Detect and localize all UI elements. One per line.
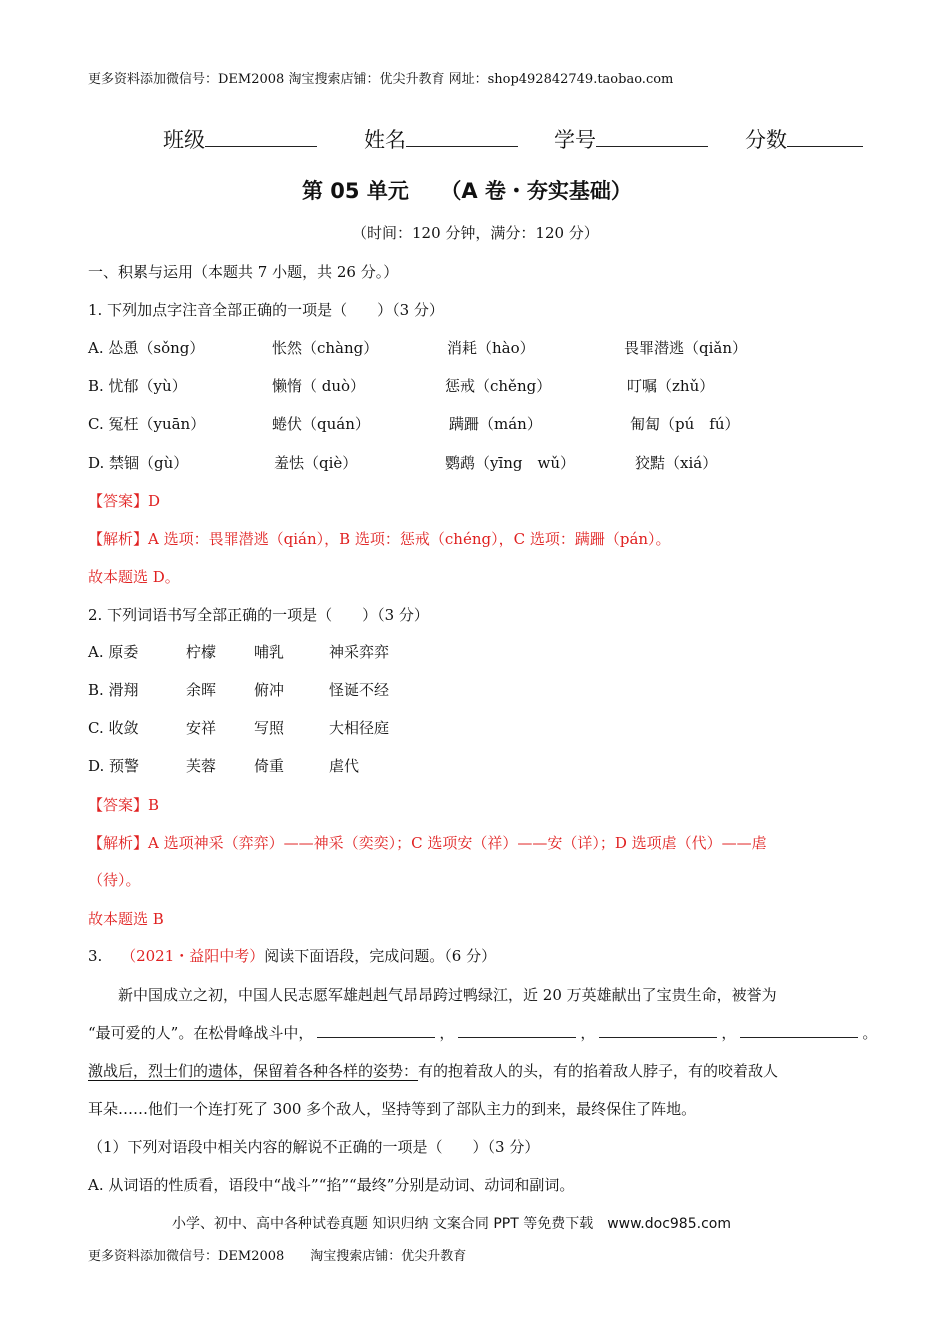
class-blank	[205, 128, 317, 147]
q2-option-b-4: 怪诞不经	[329, 681, 390, 699]
q2-conclusion: 故本题选 B	[88, 910, 164, 928]
footer-wechat: 更多资料添加微信号：DEM2008 淘宝搜索店铺：优尖升教育	[88, 1249, 467, 1264]
page-subtitle: （时间：120 分钟，满分：120 分）	[352, 224, 599, 242]
number-label: 学号	[554, 128, 596, 152]
q2-analysis-line2: （待）。	[88, 871, 141, 889]
number-blank	[596, 128, 708, 147]
score-field	[745, 124, 863, 154]
fill-blank-1[interactable]	[317, 1023, 435, 1038]
q2-option-d-3: 倚重	[254, 757, 285, 775]
q2-stem: 2. 下列词语书写全部正确的一项是（ ）（3 分）	[88, 606, 429, 624]
q3-sub1-option-a: A. 从词语的性质看，语段中“战斗”“掐”“最终”分别是动词、动词和副词。	[88, 1176, 575, 1194]
q2-option-a-2: 柠檬	[186, 643, 217, 661]
q1-option-d-2: 羞怯（qiè）	[274, 454, 358, 472]
q2-option-a-3: 哺乳	[254, 643, 285, 661]
q2-answer: 【答案】B	[88, 796, 160, 814]
q3-subquestion-1: （1）下列对语段中相关内容的解说不正确的一项是（ ）（3 分）	[88, 1138, 540, 1156]
q1-option-c-3: 蹒跚（mán）	[449, 415, 542, 433]
q2-option-d-2: 芙蓉	[186, 757, 217, 775]
q2-option-c-2: 安祥	[186, 719, 217, 737]
fill-blank-3[interactable]	[599, 1023, 717, 1038]
q1-option-c-2: 蜷伏（quán）	[272, 415, 370, 433]
q1-option-b-1: B. 忧郁（yù）	[88, 377, 187, 395]
q2-option-a-1: A. 原委	[88, 643, 139, 661]
underlined-phrase: 激战后，烈士们的遗体，保留着各种各样的姿势：	[88, 1062, 419, 1080]
q1-option-b-4: 叮嘱（zhǔ）	[627, 377, 715, 395]
fill-blank-4[interactable]	[740, 1023, 858, 1038]
q3-paragraph-line3-rest: 有的抱着敌人的头，有的掐着敌人脖子，有的咬着敌人	[418, 1062, 779, 1080]
q3-paragraph-line4: 耳朵……他们一个连打死了 300 多个敌人，坚持等到了部队主力的到来，最终保住了阵地。	[88, 1100, 697, 1118]
q3-instruction: 阅读下面语段，完成问题。（6 分）	[264, 947, 497, 965]
q1-option-b-3: 惩戒（chěng）	[445, 377, 552, 395]
q1-option-d-3: 鹦鹉（yīng wǔ）	[445, 454, 576, 472]
q2-option-b-1: B. 滑翔	[88, 681, 139, 699]
q1-option-a-3: 消耗（hào）	[447, 339, 535, 357]
q2-option-b-3: 俯冲	[254, 681, 285, 699]
footer-promo: 小学、初中、高中各种试卷真题 知识归纳 文案合同 PPT 等免费下载 www.doc985.com	[172, 1216, 731, 1232]
header-text: 更多资料添加微信号：DEM2008 淘宝搜索店铺：优尖升教育 网址：shop492842749.taobao.com	[88, 72, 674, 87]
q1-option-a-4: 畏罪潜逃（qiǎn）	[624, 339, 748, 357]
q3-stem	[88, 945, 496, 966]
q3-paragraph-line2-end: 。	[862, 1024, 878, 1042]
q1-option-b-2: 懒惰（ duò）	[272, 377, 366, 395]
q2-option-d-1: D. 预警	[88, 757, 140, 775]
class-field	[163, 124, 317, 154]
q3-paragraph-line3	[88, 1060, 778, 1081]
score-blank	[787, 128, 863, 147]
q1-option-a-2: 怅然（chàng）	[272, 339, 379, 357]
q2-option-c-3: 写照	[254, 719, 285, 737]
q1-option-d-4: 狡黠（xiá）	[635, 454, 718, 472]
q1-option-a-1: A. 怂恿（sǒng）	[88, 339, 205, 357]
name-label: 姓名	[364, 128, 406, 152]
q3-paragraph-line2-text: “最可爱的人”。在松骨峰战斗中，	[88, 1024, 314, 1042]
q3-paragraph-line2: “最可爱的人”。在松骨峰战斗中， ， ， ， 。	[88, 1024, 878, 1042]
q1-answer: 【答案】D	[88, 492, 161, 510]
q2-analysis-line1: 【解析】A 选项神采（弈弈）——神采（奕奕）；C 选项安（祥）——安（详）；D 选项虐（代）——虐	[88, 834, 767, 852]
q2-option-c-4: 大相径庭	[329, 719, 390, 737]
q2-option-c-1: C. 收敛	[88, 719, 139, 737]
q1-option-c-4: 匍匐（pú fú）	[630, 415, 740, 433]
q2-option-d-4: 虐代	[329, 757, 360, 775]
q1-option-d-1: D. 禁锢（gù）	[88, 454, 189, 472]
class-label: 班级	[163, 128, 205, 152]
q2-option-b-2: 余晖	[186, 681, 217, 699]
number-field	[554, 124, 708, 154]
q3-source: （2021・益阳中考）	[121, 947, 265, 965]
fill-blank-2[interactable]	[458, 1023, 576, 1038]
name-field	[364, 124, 518, 154]
q3-paragraph-line1: 新中国成立之初，中国人民志愿军雄赳赳气昂昂跨过鸭绿江，近 20 万英雄献出了宝贵生命，被誉为	[118, 986, 777, 1004]
q2-option-a-4: 神采弈弈	[329, 643, 390, 661]
q1-analysis: 【解析】A 选项：畏罪潜逃（qián），B 选项：惩戒（chéng），C 选项：蹒跚（pán）。	[88, 530, 671, 548]
q3-number: 3.	[88, 947, 103, 965]
q1-stem: 1. 下列加点字注音全部正确的一项是（ ）（3 分）	[88, 301, 444, 319]
q1-option-c-1: C. 冤枉（yuān）	[88, 415, 206, 433]
name-blank	[406, 128, 518, 147]
score-label: 分数	[745, 128, 787, 152]
page-title: 第 05 单元 （A 卷・夯实基础）	[302, 179, 632, 203]
section-heading: 一、积累与运用（本题共 7 小题，共 26 分。）	[88, 263, 399, 281]
q1-conclusion: 故本题选 D。	[88, 568, 180, 586]
